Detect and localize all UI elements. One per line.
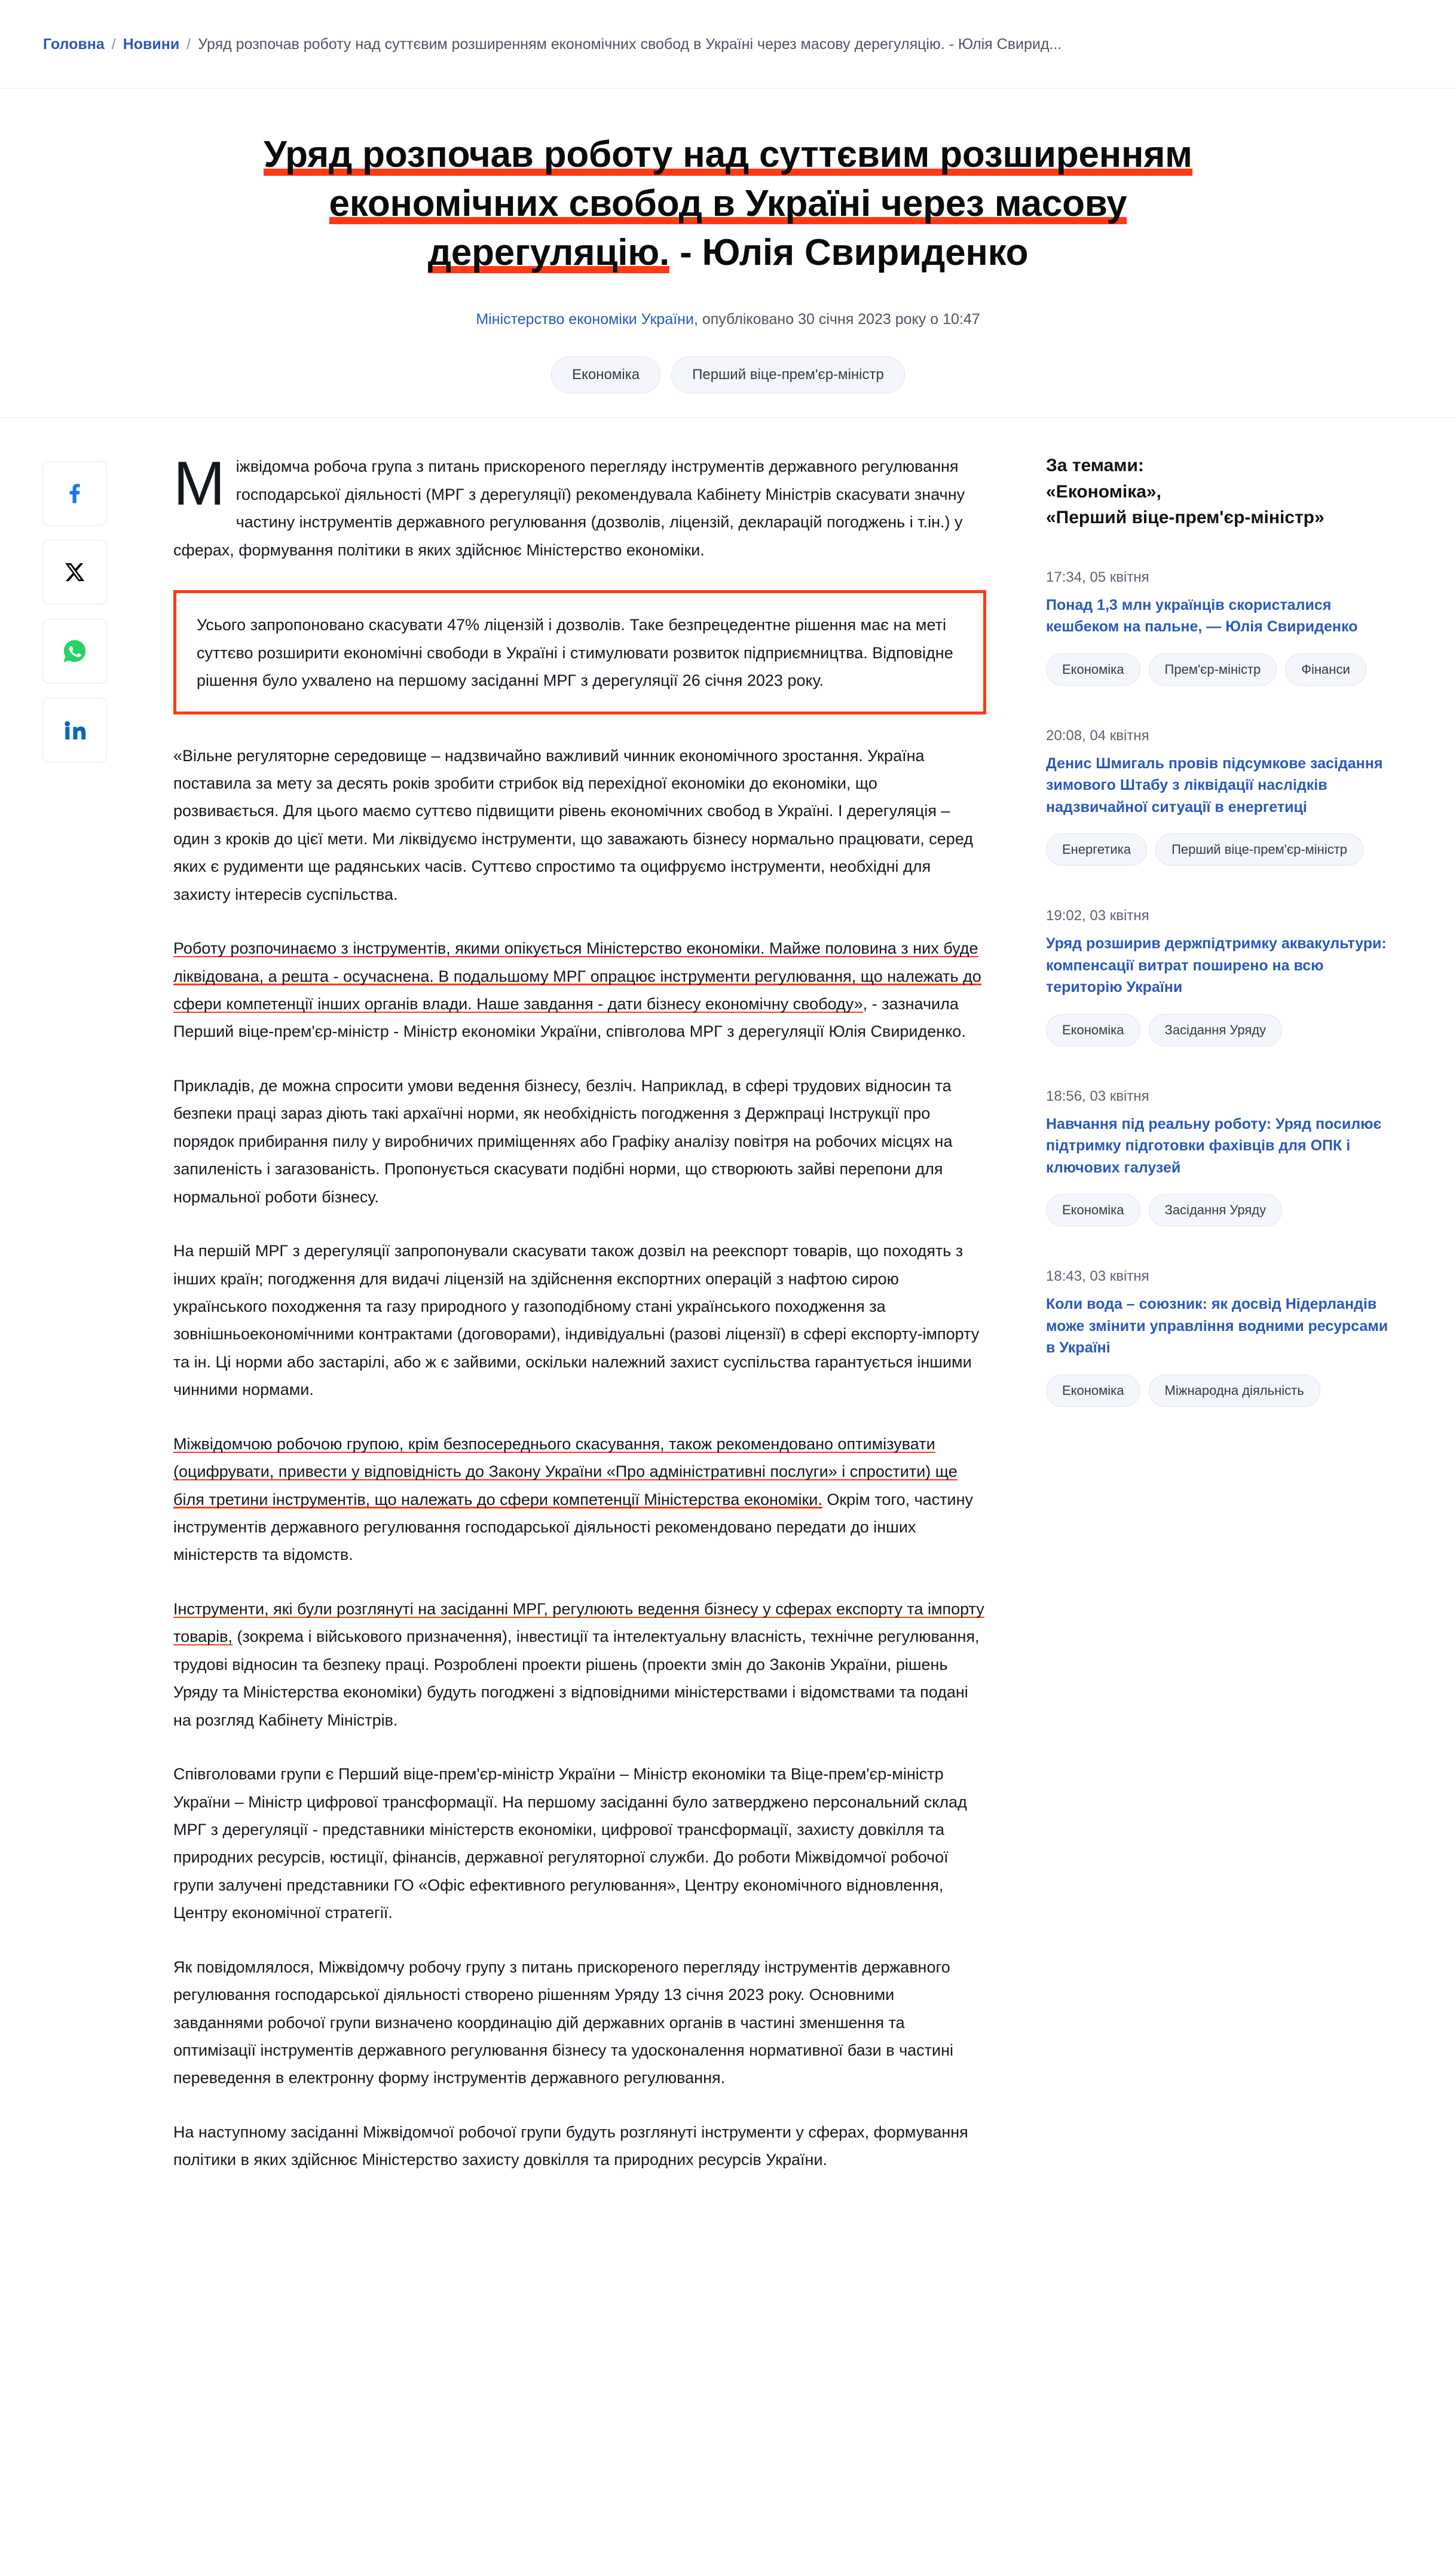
news-headline-link[interactable]: Денис Шмигаль провів підсумкове засідання зимового Штабу з ліквідації наслідків надзвичайної ситуації в енергетиці: [1046, 755, 1383, 816]
related-news-item: [1046, 1088, 1399, 1227]
paragraph-instruments-rest: (зокрема і військового призначення), інвестиції та інтелектуальну власність, технічне регулювання, трудові відносин та безпеку праці. Розроблені проекти рішень (проекти змін до Законів України, рішень Уряду та Міністерства економіки) будуть погоджені з відповідними міністерствами і відомствами та подані на розгляд Кабінету Міністрів.: [173, 1627, 980, 1729]
breadcrumb-current-page: Уряд розпочав роботу над суттєвим розширенням економічних свобод в Україні через масову дерегуляцію. - Юлія Свирид...: [198, 35, 1062, 53]
page-title-line-3-highlight: дерегуляцію.: [427, 231, 670, 273]
news-headline-link[interactable]: Понад 1,3 млн українців скористалися кешбеком на пальне, — Юлія Свириденко: [1046, 596, 1358, 636]
news-headline-link[interactable]: Уряд розширив держпідтримку аквакультури: компенсації витрат поширено на всю територію України: [1046, 935, 1387, 996]
social-share-rail: [0, 418, 149, 762]
page-title: [214, 130, 1242, 277]
news-tag[interactable]: Енергетика: [1046, 833, 1147, 866]
facebook-icon: [62, 480, 88, 506]
related-news-item: [1046, 728, 1399, 866]
sidebar-title: [1046, 453, 1399, 531]
news-timestamp: 19:02, 03 квітня: [1046, 908, 1149, 924]
news-tag[interactable]: Прем'єр-міністр: [1149, 654, 1277, 686]
sidebar-title-line-1: За темами:: [1046, 456, 1144, 476]
share-linkedin-button[interactable]: [42, 698, 107, 762]
news-tag-list: [1046, 1375, 1399, 1407]
news-tag-list: [1046, 654, 1399, 686]
breadcrumb-separator-2: /: [186, 35, 191, 53]
news-tag[interactable]: Економіка: [1046, 1014, 1140, 1046]
paragraph-intro: Міжвідомча робоча група з питань прискореного перегляду інструментів державного регулювання господарської діяльності (МРГ з дерегуляції) рекомендувала Кабінету Міністрів скасувати значну частину інструментів державного регулювання (дозволів, ліцензій, декларацій погоджень і т.ін.) у сферах, формування політики в яких здійснює Міністерство економіки.: [173, 449, 965, 559]
paragraph-instruments-highlight: Інструменти, які були розглянуті на засіданні МРГ, регулюють ведення бізнесу у сферах експорту та імпорту товарів,: [173, 1599, 984, 1646]
share-facebook-button[interactable]: [42, 461, 107, 526]
news-tag-list: [1046, 1194, 1399, 1226]
page-title-line-1: Уряд розпочав роботу над суттєвим розширенням: [264, 134, 1192, 175]
breadcrumb-news-link[interactable]: Новини: [123, 35, 180, 53]
breadcrumb-home-link[interactable]: Головна: [43, 35, 105, 53]
x-twitter-icon: [63, 560, 87, 584]
related-news-sidebar: [1022, 418, 1440, 1449]
callout-box: [173, 590, 986, 714]
news-tag-list: [1046, 833, 1399, 866]
paragraph-quote-2-rest: , - зазначила Перший віце-прем'єр-міністр - Міністр економіки України, співголова МРГ з дерегуляції Юлія Свириденко.: [173, 995, 966, 1041]
page-title-line-3-rest: - Юлія Свириденко: [669, 231, 1029, 273]
page-title-line-2: економічних свобод в Україні через масову: [329, 182, 1127, 224]
paragraph-next-meeting: На наступному засіданні Міжвідомчої робочої групи будуть розглянуті інструменти у сферах, формування політики в яких здійснює Міністерство захисту довкілля та природних ресурсів України.: [173, 2123, 968, 2169]
linkedin-icon: [62, 717, 87, 743]
paragraph-background: Як повідомлялося, Міжвідомчу робочу групу з питань прискореного перегляду інструментів державного регулювання господарської діяльності створено рішенням Уряду 13 січня 2023 року. Основними завданнями робочої групи визначено координацію дій державних органів в частині зменшення та оптимізації інструментів державного регулювання бізнесу та удосконалення нормативної бази в частині переведення в електронну форму інструментів державного регулювання.: [173, 1958, 954, 2087]
article-header: [0, 88, 1456, 418]
breadcrumb-bar: [0, 0, 1456, 88]
sidebar-title-line-3: «Перший віце-прем'єр-міністр»: [1046, 508, 1325, 528]
paragraph-cochairs: Співголовами групи є Перший віце-прем'єр-міністр України – Міністр економіки та Віце-прем'єр-міністр України – Міністр цифрової трансформації. На першому засіданні було затверджено персональний склад МРГ з дерегуляції - представники міністерств економіки, цифрової трансформації, захисту довкілля та природних ресурсів, юстиції, фінансів, державної регуляторної служби. До роботи Міжвідомчої робочої групи залучені представники ГО «Офіс ефективного регулювання», Центру економічного відновлення, Центру економічної стратегії.: [173, 1765, 967, 1922]
article-body: [149, 418, 1022, 2200]
news-tag[interactable]: Економіка: [1046, 654, 1140, 686]
news-timestamp: 20:08, 04 квітня: [1046, 727, 1149, 744]
share-whatsapp-button[interactable]: [42, 619, 107, 683]
paragraph-optimization-rest: Окрім того, частину інструментів державного регулювання господарської діяльності рекомендовано передати до інших міністерств та відомств.: [173, 1490, 974, 1564]
news-timestamp: 18:43, 03 квітня: [1046, 1268, 1149, 1285]
paragraph-instruments: [173, 1595, 986, 1734]
news-tag[interactable]: Економіка: [1046, 1194, 1140, 1226]
paragraph-examples: Прикладів, де можна спросити умови ведення бізнесу, безліч. Наприклад, в сфері трудових відносин та безпеки праці зараз діють такі архаїчні норми, як необхідність погодження з Держпраці Інструкції про порядок прибирання пилу у виробничих приміщеннях або Графіку аналізу повітря на робочих місцях на запиленість і загазованість. Пропонується скасувати подібні норми, що створюють зайві перепони для нормальної роботи бізнесу.: [173, 1076, 953, 1206]
paragraph-optimization: [173, 1430, 986, 1569]
article-tag-economy[interactable]: Економіка: [551, 356, 660, 393]
related-news-item: [1046, 1268, 1399, 1407]
published-date: , опубліковано 30 січня 2023 року о 10:47: [693, 311, 980, 328]
news-tag[interactable]: Фінанси: [1285, 654, 1366, 686]
sidebar-title-line-2: «Економіка»,: [1046, 481, 1161, 502]
news-headline-link[interactable]: Навчання під реальну роботу: Уряд посилює підтримку підготовки фахівців для ОПК і ключових галузей: [1046, 1115, 1382, 1176]
news-tag[interactable]: Засідання Уряду: [1149, 1014, 1283, 1046]
news-headline-link[interactable]: Коли вода – союзник: як досвід Нідерландів може змінити управління водними ресурсами в Україні: [1046, 1296, 1388, 1357]
news-tag[interactable]: Перший віце-прем'єр-міністр: [1155, 833, 1363, 866]
article-tag-row: [0, 356, 1456, 393]
main-layout: [0, 418, 1456, 2248]
news-tag[interactable]: Міжнародна діяльність: [1149, 1375, 1320, 1407]
source-link[interactable]: Міністерство економіки України: [476, 311, 694, 328]
news-timestamp: 18:56, 03 квітня: [1046, 1088, 1149, 1104]
paragraph-optimization-highlight: Міжвідомчою робочою групою, крім безпосереднього скасування, також рекомендовано оптимізувати (оцифрувати, привести у відповідність до Закону України «Про адміністративні послуги» і спростити) ще біля третини інструментів, що належать до сфери компетенції Міністерства економіки.: [173, 1434, 958, 1509]
paragraph-quote-1: «Вільне регуляторне середовище – надзвичайно важливий чинник економічного зростання. Україна поставила за мету за десять років зробити стрибок від перехідної економіки до економіки, що розвивається. Для цього маємо суттєво підвищити рівень економічних свобод в Україні. І дерегуляція – один з кроків до цієї мети. Ми ліквідуємо інструменти, що заважають бізнесу нормально працювати, серед яких є рудименти ще радянських часів. Суттєво спростимо та оцифруємо інструменти, необхідні для захисту інтересів суспільства.: [173, 746, 974, 903]
share-twitter-button[interactable]: [42, 540, 107, 604]
breadcrumb-separator-1: /: [111, 35, 116, 53]
related-news-item: [1046, 908, 1399, 1046]
breadcrumb: [43, 35, 1062, 53]
whatsapp-icon: [62, 638, 88, 664]
news-tag[interactable]: Засідання Уряду: [1149, 1194, 1283, 1226]
paragraph-reexport: На першій МРГ з дерегуляції запропонували скасувати також дозвіл на реекспорт товарів, що походять з інших країн; погодження для видачі ліцензій на здійснення експортних операцій з нафтою сирою українського походження та газу природного у газоподібному стані українського походження за зовнішньоекономічними контрактами (договорами), індивідуальні (разові ліцензії) в сфері експорту-імпорту та ін. Ці норми або застарілі, або ж є зайвими, оскільки належний захист суспільства гарантується іншими чинними нормами.: [173, 1242, 980, 1399]
paragraph-quote-2-highlight: Роботу розпочинаємо з інструментів, якими опікується Міністерство економіки. Майже половина з них буде ліквідована, а решта - осучаснена. В подальшому МРГ опрацює інструменти регулювання, що належать до сфери компетенції інших органів влади. Наше завдання - дати бізнесу економічну свободу»: [173, 939, 981, 1013]
byline: [0, 309, 1456, 330]
article-tag-first-vice-pm[interactable]: Перший віце-прем'єр-міністр: [671, 356, 905, 393]
callout-text: Усього запропоновано скасувати 47% ліцензій і дозволів. Таке безпрецедентне рішення має на меті суттєво розширити економічні свободи в Україні і стимулювати розвиток підприємництва. Відповідне рішення було ухвалено на першому засіданні МРГ з дерегуляції 26 січня 2023 року.: [197, 616, 953, 690]
news-tag[interactable]: Економіка: [1046, 1375, 1140, 1407]
related-news-item: [1046, 569, 1399, 686]
news-timestamp: 17:34, 05 квітня: [1046, 569, 1149, 585]
news-tag-list: [1046, 1014, 1399, 1046]
paragraph-quote-2: [173, 935, 986, 1046]
